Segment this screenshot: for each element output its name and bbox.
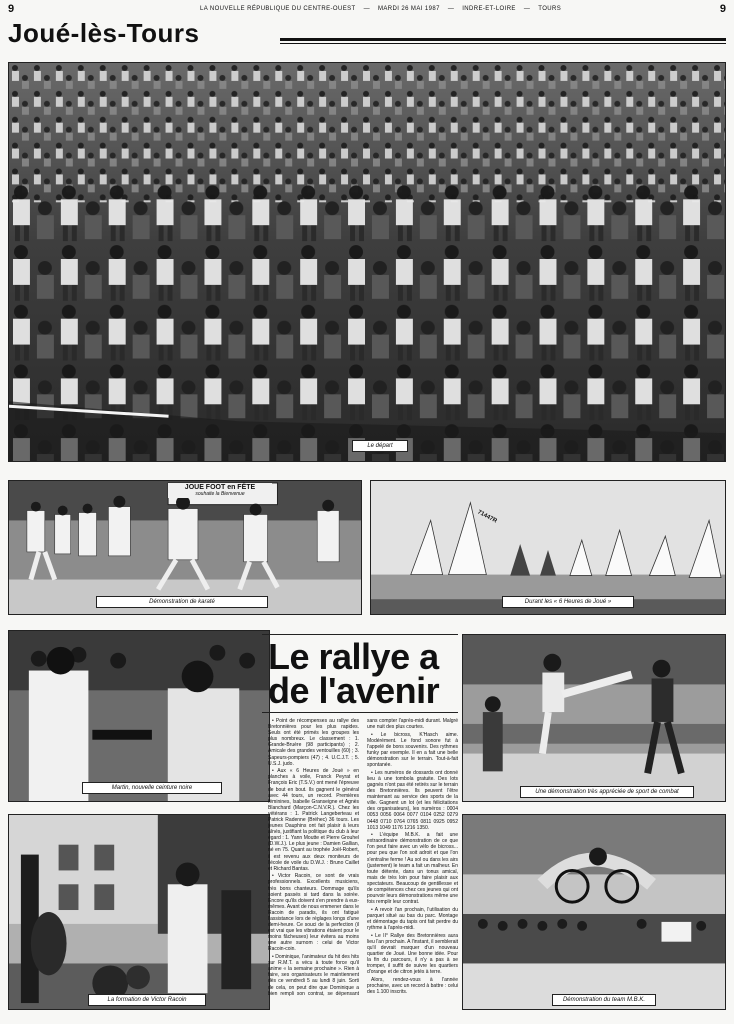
article-paragraph: • Point de récompenses au rallye des Bretonnières pour les plus rapides. Seuls ont été primés les groupes les plus nombreux. Le classement : 1. Grande-Bruère (98 participants) ; 2. Amicale des grandes ventouilles (60) ; 3. Sapeurs-pompiers (47) ; 4. U.C.J.T. ; 5. U.S.J. judo. — [268, 718, 359, 767]
article-headline: Le rallye a de l'avenir — [268, 636, 440, 711]
title-rule — [280, 38, 726, 41]
article-body — [268, 718, 458, 1018]
photo-martin — [8, 630, 270, 802]
article-paragraph: Alors, rendez-vous à l'année prochaine, avec un record à battre : celui des 1.100 inscrits. — [367, 976, 458, 996]
article-paragraph: • L'équipe M.B.K. a fait une extraordinaire démonstration de ce que l'on peut faire avec un vélo de bicross... pour peu que l'on soit adroit et que l'on s'entraîne ferme ! Au sol ou dans les airs (justement) le team a fait un malheur. En toute détente, dans un tonus amical, mais de très loin pour faire plaisir aux spectateurs. Beaucoup de gentillesse et de compétences chez ces jeunes qui ont pourvoir leurs démonstrations même une fois remplir leur contrat. — [367, 832, 458, 906]
photo-karate — [8, 480, 362, 615]
page-number-left: 9 — [8, 3, 15, 15]
section-title: Joué-lès-Tours — [8, 18, 200, 48]
caption-six-heures: Durant les « 6 Heures de Joué » — [502, 596, 634, 608]
city: TOURS — [538, 6, 562, 12]
newspaper-name: LA NOUVELLE RÉPUBLIQUE DU CENTRE-OUEST — [200, 6, 356, 12]
banner-text — [168, 483, 272, 498]
caption-racoin: La formation de Victor Racoin — [88, 994, 206, 1006]
issue-date: MARDI 26 MAI 1987 — [377, 6, 440, 12]
caption-combat: Une démonstration très appréciée de sport de combat — [520, 786, 694, 798]
photo-racoin-band — [8, 814, 270, 1010]
caption-karate: Démonstration de karaté — [96, 596, 268, 608]
title-rule — [280, 43, 726, 44]
article-paragraph: • A revoir l'an prochain, l'utilisation du parquet situé au bas du parc. Montage et démontage du tapis ont fait perdre du rythme à l'après-midi. — [367, 906, 458, 932]
caption-depart: Le départ — [352, 440, 408, 452]
header-separator: — — [523, 6, 531, 12]
page-number-right: 9 — [719, 3, 726, 15]
caption-martin: Martin, nouvelle ceinture noire — [82, 782, 222, 794]
photo-windsurf — [370, 480, 726, 615]
header-separator: — — [447, 6, 455, 12]
article-paragraph: • Aux « 6 Heures de Joué » en planches à voile, Franck Peyrat et François Eric (T.S.V.) ont mené l'épreuve de bout en bout. Ils gagnent le général avec 44 tours, un record. Premières féminines, Isabelle Granseigne et Agnès Blanchard (Marçon-C.N.V.R.). Chez les vétérans : 1. Patrick Langeberteau et Patrick Radenne (Bréhec) 36 tours. Les jeunes Dauphins ont fait plaisir à leurs aînés, justifiant la politique du club à leur égard : 1. Yann Moutte et Pierre Grouhel (D.W.J.). Le plus jeune : Damien Gallian, né en 75. Quant au trophée Joël-Robert, il est revenu aux deux moniteurs de l'école de voile du D.W.J. : Bruno Caillet et Richard Bantas. — [268, 768, 359, 872]
running-header — [200, 6, 570, 12]
headline-rule — [262, 712, 458, 713]
photo-combat-sport — [462, 634, 726, 802]
photo-race-start — [8, 62, 726, 462]
headline-rule — [262, 634, 458, 635]
header-separator: — — [363, 6, 370, 12]
article-paragraph: • Dominique, l'animateur du hit des hits sur R.M.T. a vécu à toute force qu'il anime « la semaine prochaine ». Rien à faire, ses organisateurs le maintiennent dès ce vendredi 5 au lundi 8 juin. Sorti de cela, on peut dire que Dominique a bien rempli son contrat, se dépensant sans compter l'après-midi durant. Malgré une nuit des plus courtes. — [268, 718, 458, 997]
article-paragraph: • Les numéros de dossards ont donné lieu à une tombola gratuite. Des lots gagnés n'ont pas été retirés sur le terrain des Bretonnières. Ils peuvent l'être maintenant au service des sports de la ville. Gagnent un lot (et les félicitations des organisateurs), les numéros : 0004 0053 0056 0064 0077 0104 0252 0279 0448 0710 0764 0765 0811 0925 0952 1013 1049 1176 1216 1350. — [367, 769, 458, 831]
banner-subtitle: souhaite la Bienvenue — [195, 491, 245, 497]
banner-title: JOUE FOOT en FÊTE — [184, 484, 256, 491]
sail-number: 71447R — [476, 509, 498, 525]
region: INDRE-ET-LOIRE — [462, 6, 516, 12]
photo-mbk-team — [462, 814, 726, 1010]
article-paragraph: • Victor Racoin, ce sont de vrais professionnels. Excellents musiciens, très bons chanteurs. Dommage qu'ils soient passés si tard dans la soirée. Encore qu'ils doivent s'en prendre à eux-mêmes. Avant de nous emmener dans le Racoin de paradis, ils ont fatigué l'assistance lors de réglages longs d'une demi-heure. Ce souci de la perfection (il est vrai que les vibrations étaient pour le moins fâcheuses) leur évitera au moins une autre surnom : celui de Victor Racoin-coin. — [268, 873, 359, 953]
article-paragraph: • Le bicross, K'Hasch aime. Modérément. Le fond sonore fut à l'appelé de bons souvenirs. Des rythmes funky par exemple. Il en a fait une belle démonstration sur le terrain. Tout-à-fait spontanée. — [367, 731, 458, 769]
article-paragraph: • Le II° Rallye des Bretonnières aura lieu l'an prochain. A l'instant, il semblerait qu'il devrait marquer d'un nouveau quartier de Joué. Une bonne idée. Pour la fin du parcours, il n'y a pas à se tromper, il suffit de suivre les quartiers d'orange et de citron jetés à terre. — [367, 932, 458, 976]
caption-mbk: Démonstration du team M.B.K. — [552, 994, 656, 1006]
